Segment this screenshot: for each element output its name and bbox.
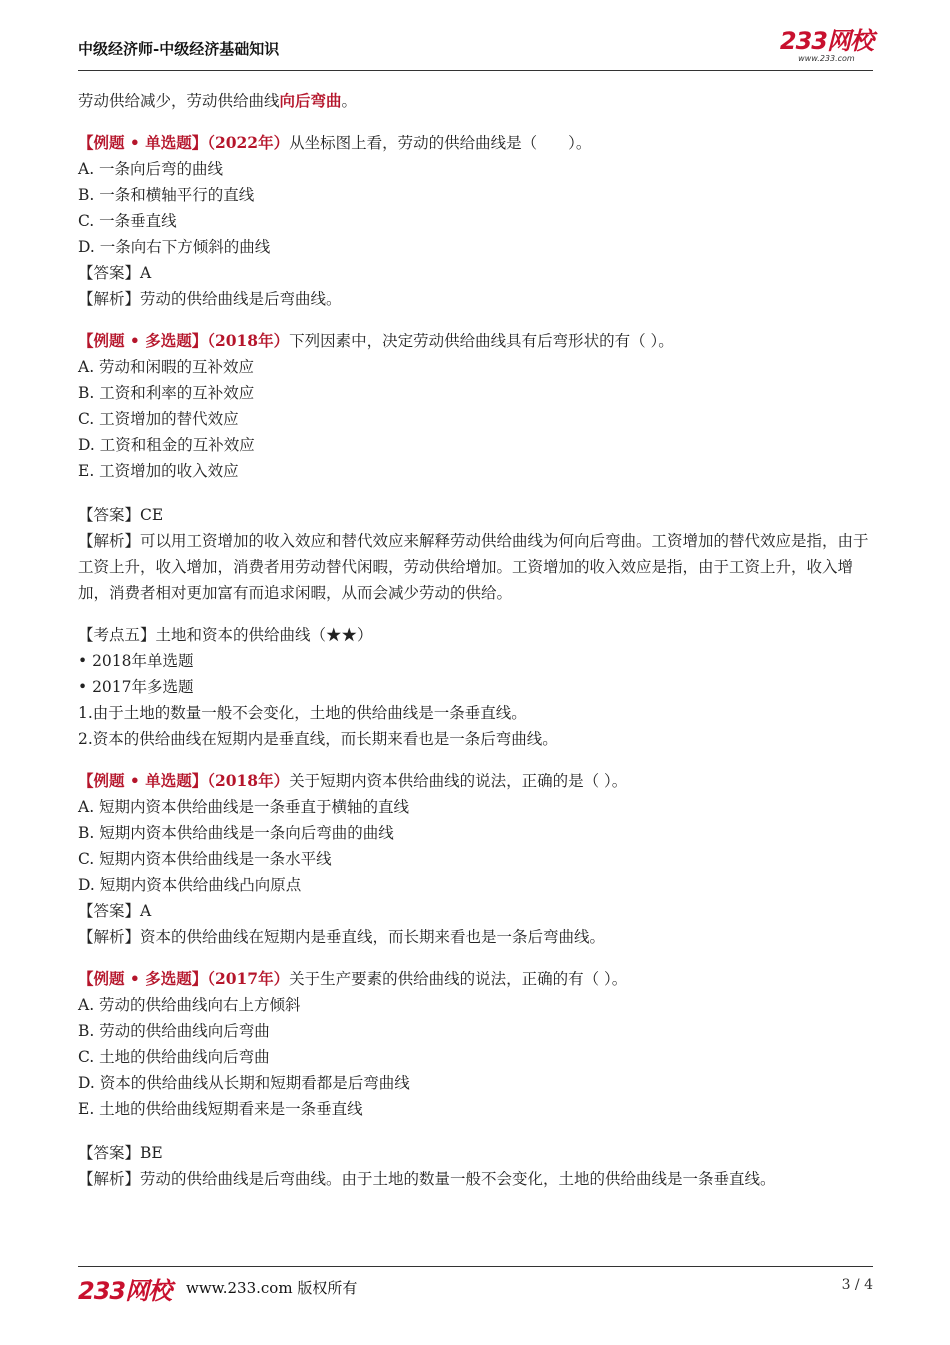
question-3 — [78, 768, 878, 950]
option: B. 短期内资本供给曲线是一条向后弯曲的曲线 — [78, 824, 394, 842]
answer: 【答案】A — [78, 264, 152, 282]
intro-text: 劳动供给减少，劳动供给曲线 — [78, 92, 280, 110]
option: B. 工资和利率的互补效应 — [78, 384, 255, 402]
option: D. 一条向右下方倾斜的曲线 — [78, 238, 271, 256]
point: 1.由于土地的数量一般不会变化，土地的供给曲线是一条垂直线。 — [78, 704, 527, 722]
intro-end: 。 — [341, 92, 358, 110]
question-tag: 【例题 • 多选题】（2017年） — [78, 969, 290, 988]
question-stem: 关于生产要素的供给曲线的说法，正确的有（ ）。 — [289, 970, 628, 988]
option: B. 劳动的供给曲线向后弯曲 — [78, 1022, 270, 1040]
option: C. 工资增加的替代效应 — [78, 410, 239, 428]
question-stem: 从坐标图上看，劳动的供给曲线是（ ）。 — [289, 134, 592, 152]
question-tag: 【例题 • 单选题】（2018年） — [78, 771, 290, 790]
option: B. 一条和横轴平行的直线 — [78, 186, 255, 204]
option: D. 短期内资本供给曲线凸向原点 — [78, 876, 302, 894]
option: A. 劳动的供给曲线向右上方倾斜 — [78, 996, 301, 1014]
page-number: 3 / 4 — [841, 1277, 873, 1293]
question-tag: 【例题 • 单选题】（2022年） — [78, 133, 290, 152]
document-title: 中级经济师-中级经济基础知识 — [78, 40, 280, 58]
option: C. 短期内资本供给曲线是一条水平线 — [78, 850, 332, 868]
key-point-title: 【考点五】土地和资本的供给曲线（★★） — [78, 626, 373, 644]
intro-highlight: 向后弯曲 — [279, 91, 342, 110]
option: A. 劳动和闲暇的互补效应 — [78, 358, 255, 376]
option: A. 一条向后弯的曲线 — [78, 160, 224, 178]
footer-copyright: www.233.com 版权所有 — [186, 1279, 358, 1297]
answer: 【答案】CE — [78, 506, 164, 524]
point: 2.资本的供给曲线在短期内是垂直线，而长期来看也是一条后弯曲线。 — [78, 730, 558, 748]
answer: 【答案】A — [78, 902, 152, 920]
option: C. 土地的供给曲线向后弯曲 — [78, 1048, 270, 1066]
page-footer — [78, 1266, 873, 1307]
analysis: 【解析】劳动的供给曲线是后弯曲线。 — [78, 290, 342, 308]
analysis: 【解析】资本的供给曲线在短期内是垂直线，而长期来看也是一条后弯曲线。 — [78, 928, 606, 946]
option: A. 短期内资本供给曲线是一条垂直于横轴的直线 — [78, 798, 410, 816]
question-2 — [78, 328, 878, 606]
page-header — [78, 22, 873, 71]
question-stem: 下列因素中，决定劳动供给曲线具有后弯形状的有（ ）。 — [289, 332, 674, 350]
logo-text: 233网校 — [779, 27, 873, 55]
brand-logo — [780, 28, 873, 63]
document-body — [78, 88, 878, 1192]
logo-url: www.233.com — [798, 54, 855, 63]
option: D. 资本的供给曲线从长期和短期看都是后弯曲线 — [78, 1074, 410, 1092]
key-point — [78, 622, 878, 752]
answer: 【答案】BE — [78, 1144, 163, 1162]
footer-logo: 233网校 — [78, 1277, 172, 1305]
question-stem: 关于短期内资本供给曲线的说法，正确的是（ ）。 — [289, 772, 628, 790]
question-4 — [78, 966, 878, 1192]
question-tag: 【例题 • 多选题】（2018年） — [78, 331, 290, 350]
option: C. 一条垂直线 — [78, 212, 177, 230]
option: E. 土地的供给曲线短期看来是一条垂直线 — [78, 1100, 363, 1118]
bullet: • 2017年多选题 — [78, 678, 194, 696]
analysis: 【解析】可以用工资增加的收入效应和替代效应来解释劳动供给曲线为何向后弯曲。工资增加的替代效应是指，由于工资上升，收入增加，消费者用劳动替代闲暇，劳动供给增加。工资增加的收入效应是指，由于工资上升，收入增加，消费者相对更加富有而追求闲暇，从而会减少劳动的供给。 — [78, 532, 869, 602]
question-1 — [78, 130, 878, 312]
intro-line — [78, 88, 878, 114]
analysis: 【解析】劳动的供给曲线是后弯曲线。由于土地的数量一般不会变化，土地的供给曲线是一条垂直线。 — [78, 1170, 776, 1188]
option: E. 工资增加的收入效应 — [78, 462, 239, 480]
bullet: • 2018年单选题 — [78, 652, 194, 670]
option: D. 工资和租金的互补效应 — [78, 436, 255, 454]
